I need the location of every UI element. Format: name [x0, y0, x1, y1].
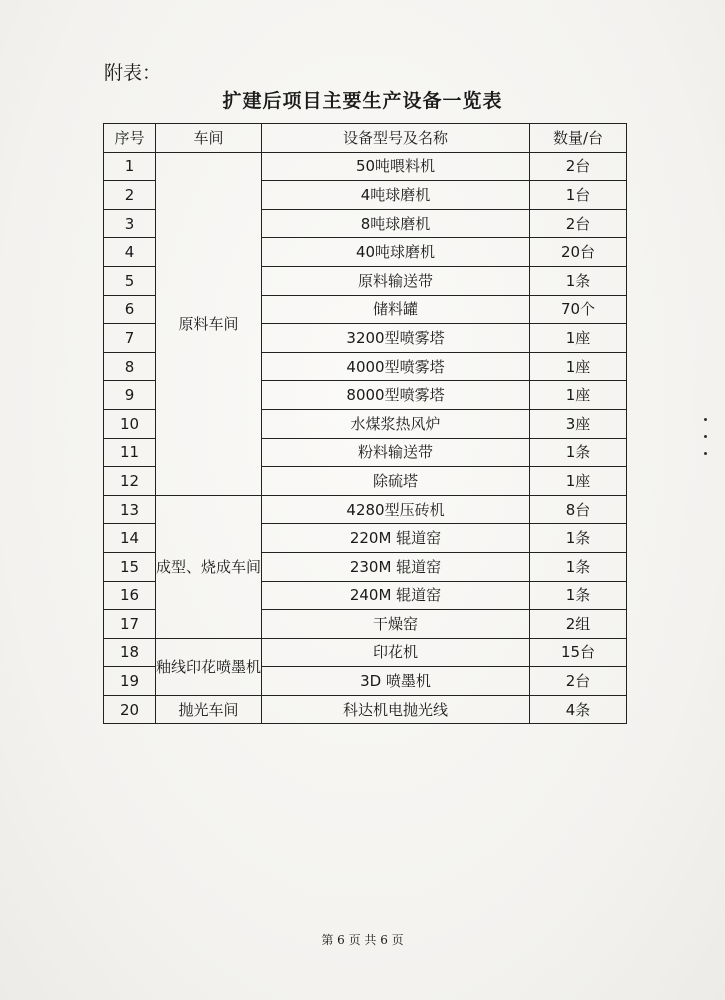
- equipment-name-cell: 印花机: [262, 638, 530, 667]
- header-quantity: 数量/台: [530, 124, 627, 153]
- scan-dot: [704, 418, 707, 421]
- table-row: [104, 495, 627, 524]
- row-serial-number: 17: [104, 610, 156, 639]
- row-serial-number: 7: [104, 324, 156, 353]
- quantity-cell: 1条: [530, 552, 627, 581]
- row-serial-number: 4: [104, 238, 156, 267]
- quantity-cell: 1座: [530, 352, 627, 381]
- row-serial-number: 18: [104, 638, 156, 667]
- table-row: [104, 638, 627, 667]
- row-serial-number: 6: [104, 295, 156, 324]
- row-serial-number: 19: [104, 667, 156, 696]
- quantity-cell: 8台: [530, 495, 627, 524]
- page-footer: 第 6 页 共 6 页: [321, 933, 404, 947]
- equipment-table: [103, 123, 627, 724]
- equipment-name-cell: 220M 辊道窑: [262, 524, 530, 553]
- row-serial-number: 2: [104, 181, 156, 210]
- row-serial-number: 9: [104, 381, 156, 410]
- equipment-name-cell: 水煤浆热风炉: [262, 409, 530, 438]
- quantity-cell: 1条: [530, 266, 627, 295]
- header-workshop: 车间: [156, 124, 262, 153]
- header-equipment-name: 设备型号及名称: [262, 124, 530, 153]
- quantity-cell: 70个: [530, 295, 627, 324]
- equipment-name-cell: 8000型喷雾塔: [262, 381, 530, 410]
- quantity-cell: 2组: [530, 610, 627, 639]
- row-serial-number: 10: [104, 409, 156, 438]
- table-header-row: [104, 124, 627, 153]
- quantity-cell: 1台: [530, 181, 627, 210]
- scan-dot: [704, 452, 707, 455]
- row-serial-number: 3: [104, 209, 156, 238]
- equipment-name-cell: 粉料输送带: [262, 438, 530, 467]
- scan-marks: [704, 418, 710, 469]
- equipment-name-cell: 4000型喷雾塔: [262, 352, 530, 381]
- equipment-name-cell: 科达机电抛光线: [262, 695, 530, 724]
- row-serial-number: 5: [104, 266, 156, 295]
- equipment-name-cell: 3200型喷雾塔: [262, 324, 530, 353]
- quantity-cell: 1条: [530, 581, 627, 610]
- quantity-cell: 1座: [530, 381, 627, 410]
- row-serial-number: 16: [104, 581, 156, 610]
- equipment-name-cell: 4280型压砖机: [262, 495, 530, 524]
- equipment-name-cell: 240M 辊道窑: [262, 581, 530, 610]
- quantity-cell: 2台: [530, 667, 627, 696]
- equipment-name-cell: 40吨球磨机: [262, 238, 530, 267]
- row-serial-number: 15: [104, 552, 156, 581]
- row-serial-number: 14: [104, 524, 156, 553]
- workshop-cell: 抛光车间: [156, 695, 262, 724]
- equipment-name-cell: 3D 喷墨机: [262, 667, 530, 696]
- equipment-name-cell: 8吨球磨机: [262, 209, 530, 238]
- row-serial-number: 11: [104, 438, 156, 467]
- row-serial-number: 12: [104, 467, 156, 496]
- workshop-cell: 成型、烧成车间: [156, 495, 262, 638]
- table-body: [104, 152, 627, 724]
- equipment-name-cell: 4吨球磨机: [262, 181, 530, 210]
- scan-dot: [704, 435, 707, 438]
- quantity-cell: 1座: [530, 467, 627, 496]
- workshop-cell: 釉线印花喷墨机: [156, 638, 262, 695]
- equipment-name-cell: 50吨喂料机: [262, 152, 530, 181]
- header-serial-number: 序号: [104, 124, 156, 153]
- table-row: [104, 152, 627, 181]
- quantity-cell: 15台: [530, 638, 627, 667]
- quantity-cell: 1条: [530, 438, 627, 467]
- equipment-name-cell: 干燥窑: [262, 610, 530, 639]
- row-serial-number: 13: [104, 495, 156, 524]
- workshop-cell: 原料车间: [156, 152, 262, 495]
- row-serial-number: 8: [104, 352, 156, 381]
- document-title: 扩建后项目主要生产设备一览表: [222, 90, 503, 112]
- table-row: [104, 695, 627, 724]
- row-serial-number: 1: [104, 152, 156, 181]
- quantity-cell: 3座: [530, 409, 627, 438]
- equipment-name-cell: 除硫塔: [262, 467, 530, 496]
- equipment-name-cell: 原料输送带: [262, 266, 530, 295]
- equipment-name-cell: 230M 辊道窑: [262, 552, 530, 581]
- row-serial-number: 20: [104, 695, 156, 724]
- attachment-label: 附表：: [104, 62, 162, 84]
- quantity-cell: 1条: [530, 524, 627, 553]
- quantity-cell: 2台: [530, 209, 627, 238]
- quantity-cell: 4条: [530, 695, 627, 724]
- quantity-cell: 20台: [530, 238, 627, 267]
- quantity-cell: 2台: [530, 152, 627, 181]
- quantity-cell: 1座: [530, 324, 627, 353]
- equipment-name-cell: 储料罐: [262, 295, 530, 324]
